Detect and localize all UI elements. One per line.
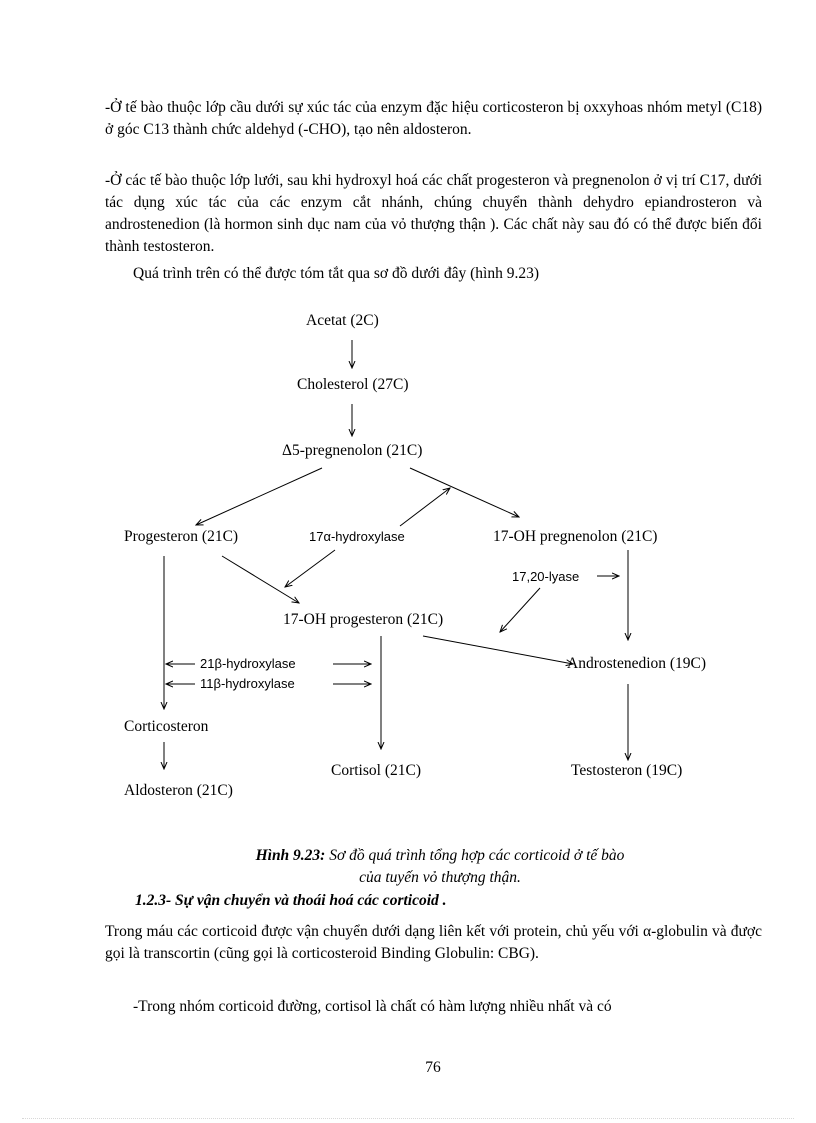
enzyme-17-20-lyase: 17,20-lyase	[512, 569, 580, 584]
arrow-progesteron-oh-progesteron	[222, 556, 299, 603]
paragraph-cortisol: -Trong nhóm corticoid đường, cortisol là chất có hàm lượng nhiều nhất và có	[133, 998, 612, 1015]
caption-line1: Sơ đồ quá trình tổng hợp các corticoid ở tế bào	[329, 847, 625, 864]
node-progesteron: Progesteron (21C)	[124, 528, 239, 545]
node-androstenedion: Androstenedion (19C)	[567, 655, 707, 672]
paragraph-aldosteron: -Ở tế bào thuộc lớp cầu dưới sự xúc tác của enzym đặc hiệu corticosteron bị oxxyhoas nhóm metyl (C18) ở góc C13 thành chức aldehyd (-CHO), tạo nên aldosteron.	[105, 99, 762, 138]
enzyme-17-hydroxylase: 17α-hydroxylase	[309, 529, 405, 544]
node-corticosteron: Corticosteron	[124, 718, 209, 735]
node-aldosteron: Aldosteron (21C)	[124, 782, 233, 799]
paragraph-diagram-intro: Quá trình trên có thể được tóm tắt qua sơ đồ dưới đây (hình 9.23)	[133, 265, 539, 282]
node-testosteron: Testosteron (19C)	[571, 762, 683, 779]
enzyme-11-hydroxylase: 11β-hydroxylase	[200, 676, 295, 691]
node-17-oh-pregnenolon: 17-OH pregnenolon (21C)	[493, 528, 658, 545]
node-cholesterol: Cholesterol (27C)	[297, 376, 409, 393]
arrow-pregnenolon-progesteron	[196, 468, 322, 525]
paragraph-transport: Trong máu các corticoid được vận chuyển dưới dạng liên kết với protein, chủ yếu với α-globulin và được gọi là transcortin (cũng gọi là corticosteroid Binding Globulin: CBG).	[105, 923, 762, 962]
caption-label: Hình 9.23:	[255, 847, 326, 864]
caption-line2: của tuyến vỏ thượng thận.	[359, 869, 521, 886]
section-heading: 1.2.3- Sự vận chuyển và thoái hoá các corticoid .	[135, 892, 447, 909]
arrow-pregnenolon-oh-pregnenolon	[410, 468, 519, 517]
arrow-lyase-down	[500, 588, 540, 632]
enzyme-21-hydroxylase: 21β-hydroxylase	[200, 656, 296, 671]
paragraph-reticularis: -Ở các tế bào thuộc lớp lưới, sau khi hydroxyl hoá các chất progesteron và pregnenolon ở vị trí C17, dưới tác dụng xúc tác của các enzym cắt nhánh, chúng chuyển thành dehydro epiandrosteron và androstenedion (là hormon sinh dục nam của vỏ thượng thận ). Các chất này sau đó có thể được biến đổi thành testosteron.	[105, 172, 762, 255]
node-acetat: Acetat (2C)	[306, 312, 379, 329]
figure-caption	[160, 845, 720, 889]
arrow-hydroxylase-up	[400, 488, 450, 526]
arrow-hydroxylase-down	[285, 550, 335, 587]
node-cortisol: Cortisol (21C)	[331, 762, 421, 779]
node-pregnenolon: Δ5-pregnenolon (21C)	[282, 442, 423, 459]
arrow-oh-progesteron-androstenedion	[423, 636, 573, 664]
page-bottom-rule	[22, 1118, 794, 1119]
page-number: 76	[425, 1059, 441, 1076]
node-17-oh-progesteron: 17-OH progesteron (21C)	[283, 611, 444, 628]
